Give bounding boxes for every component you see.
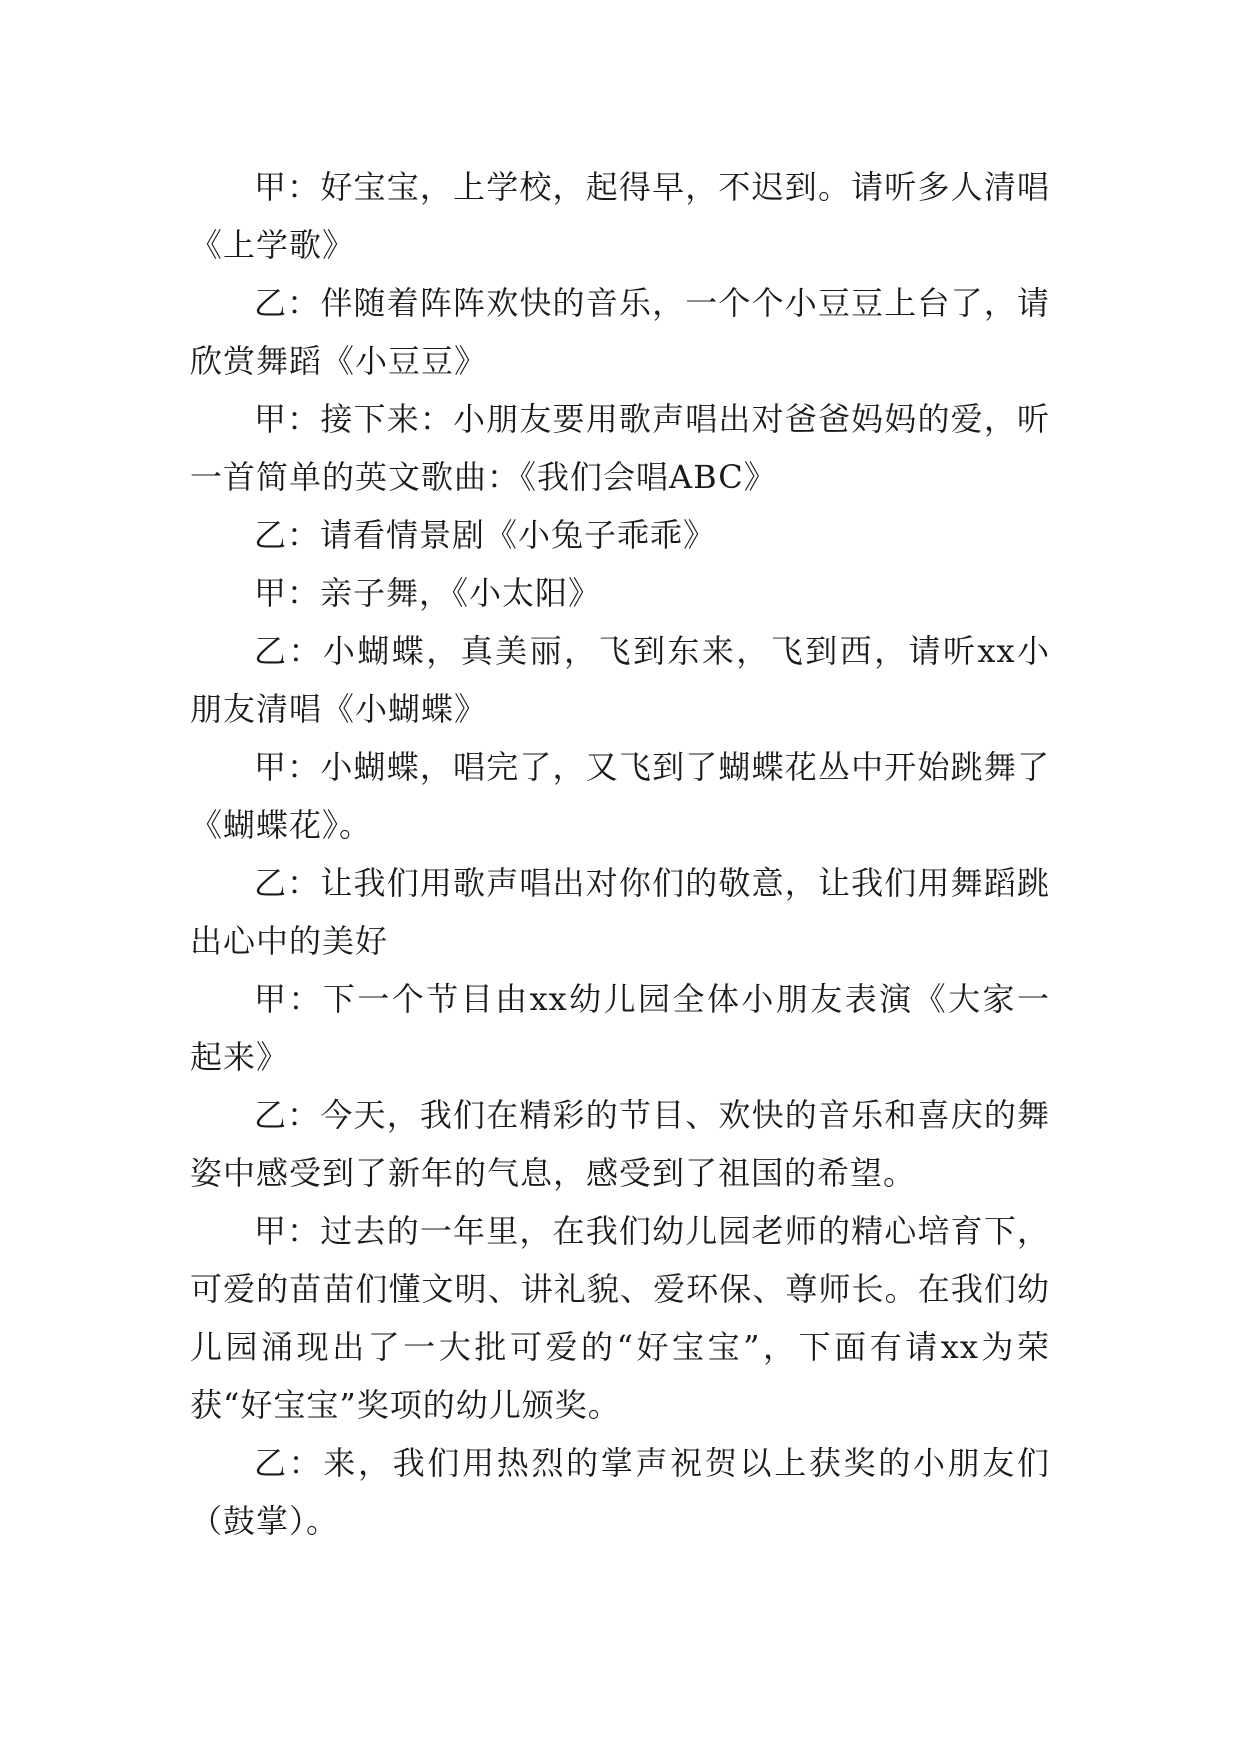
- paragraph: 甲：小蝴蝶，唱完了，又飞到了蝴蝶花丛中开始跳舞了《蝴蝶花》。: [190, 748, 1050, 844]
- paragraph: 乙：请看情景剧《小兔子乖乖》: [254, 516, 717, 554]
- document-body: [190, 158, 1050, 1550]
- paragraph: 乙：来，我们用热烈的掌声祝贺以上获奖的小朋友们（鼓掌）。: [190, 1444, 1050, 1540]
- paragraph: 甲：下一个节目由xx幼儿园全体小朋友表演《大家一起来》: [190, 980, 1050, 1076]
- paragraph: 乙：小蝴蝶，真美丽，飞到东来，飞到西，请听xx小朋友清唱《小蝴蝶》: [190, 632, 1050, 728]
- paragraph: 甲：过去的一年里，在我们幼儿园老师的精心培育下，可爱的苗苗们懂文明、讲礼貌、爱环保、尊师长。在我们幼儿园涌现出了一大批可爱的“好宝宝”，下面有请xx为荣获“好宝宝”奖项的幼儿颁奖。: [190, 1212, 1050, 1424]
- paragraph: 乙：让我们用歌声唱出对你们的敬意，让我们用舞蹈跳出心中的美好: [190, 864, 1050, 960]
- paragraph: 甲：接下来：小朋友要用歌声唱出对爸爸妈妈的爱，听一首简单的英文歌曲：《我们会唱ABC》: [190, 400, 1050, 496]
- paragraph: 乙：今天，我们在精彩的节目、欢快的音乐和喜庆的舞姿中感受到了新年的气息，感受到了祖国的希望。: [190, 1096, 1050, 1192]
- paragraph: 甲：好宝宝，上学校，起得早，不迟到。请听多人清唱《上学歌》: [190, 168, 1050, 264]
- paragraph: 甲：亲子舞，《小太阳》: [254, 574, 602, 612]
- paragraph: 乙：伴随着阵阵欢快的音乐，一个个小豆豆上台了，请欣赏舞蹈《小豆豆》: [190, 284, 1050, 380]
